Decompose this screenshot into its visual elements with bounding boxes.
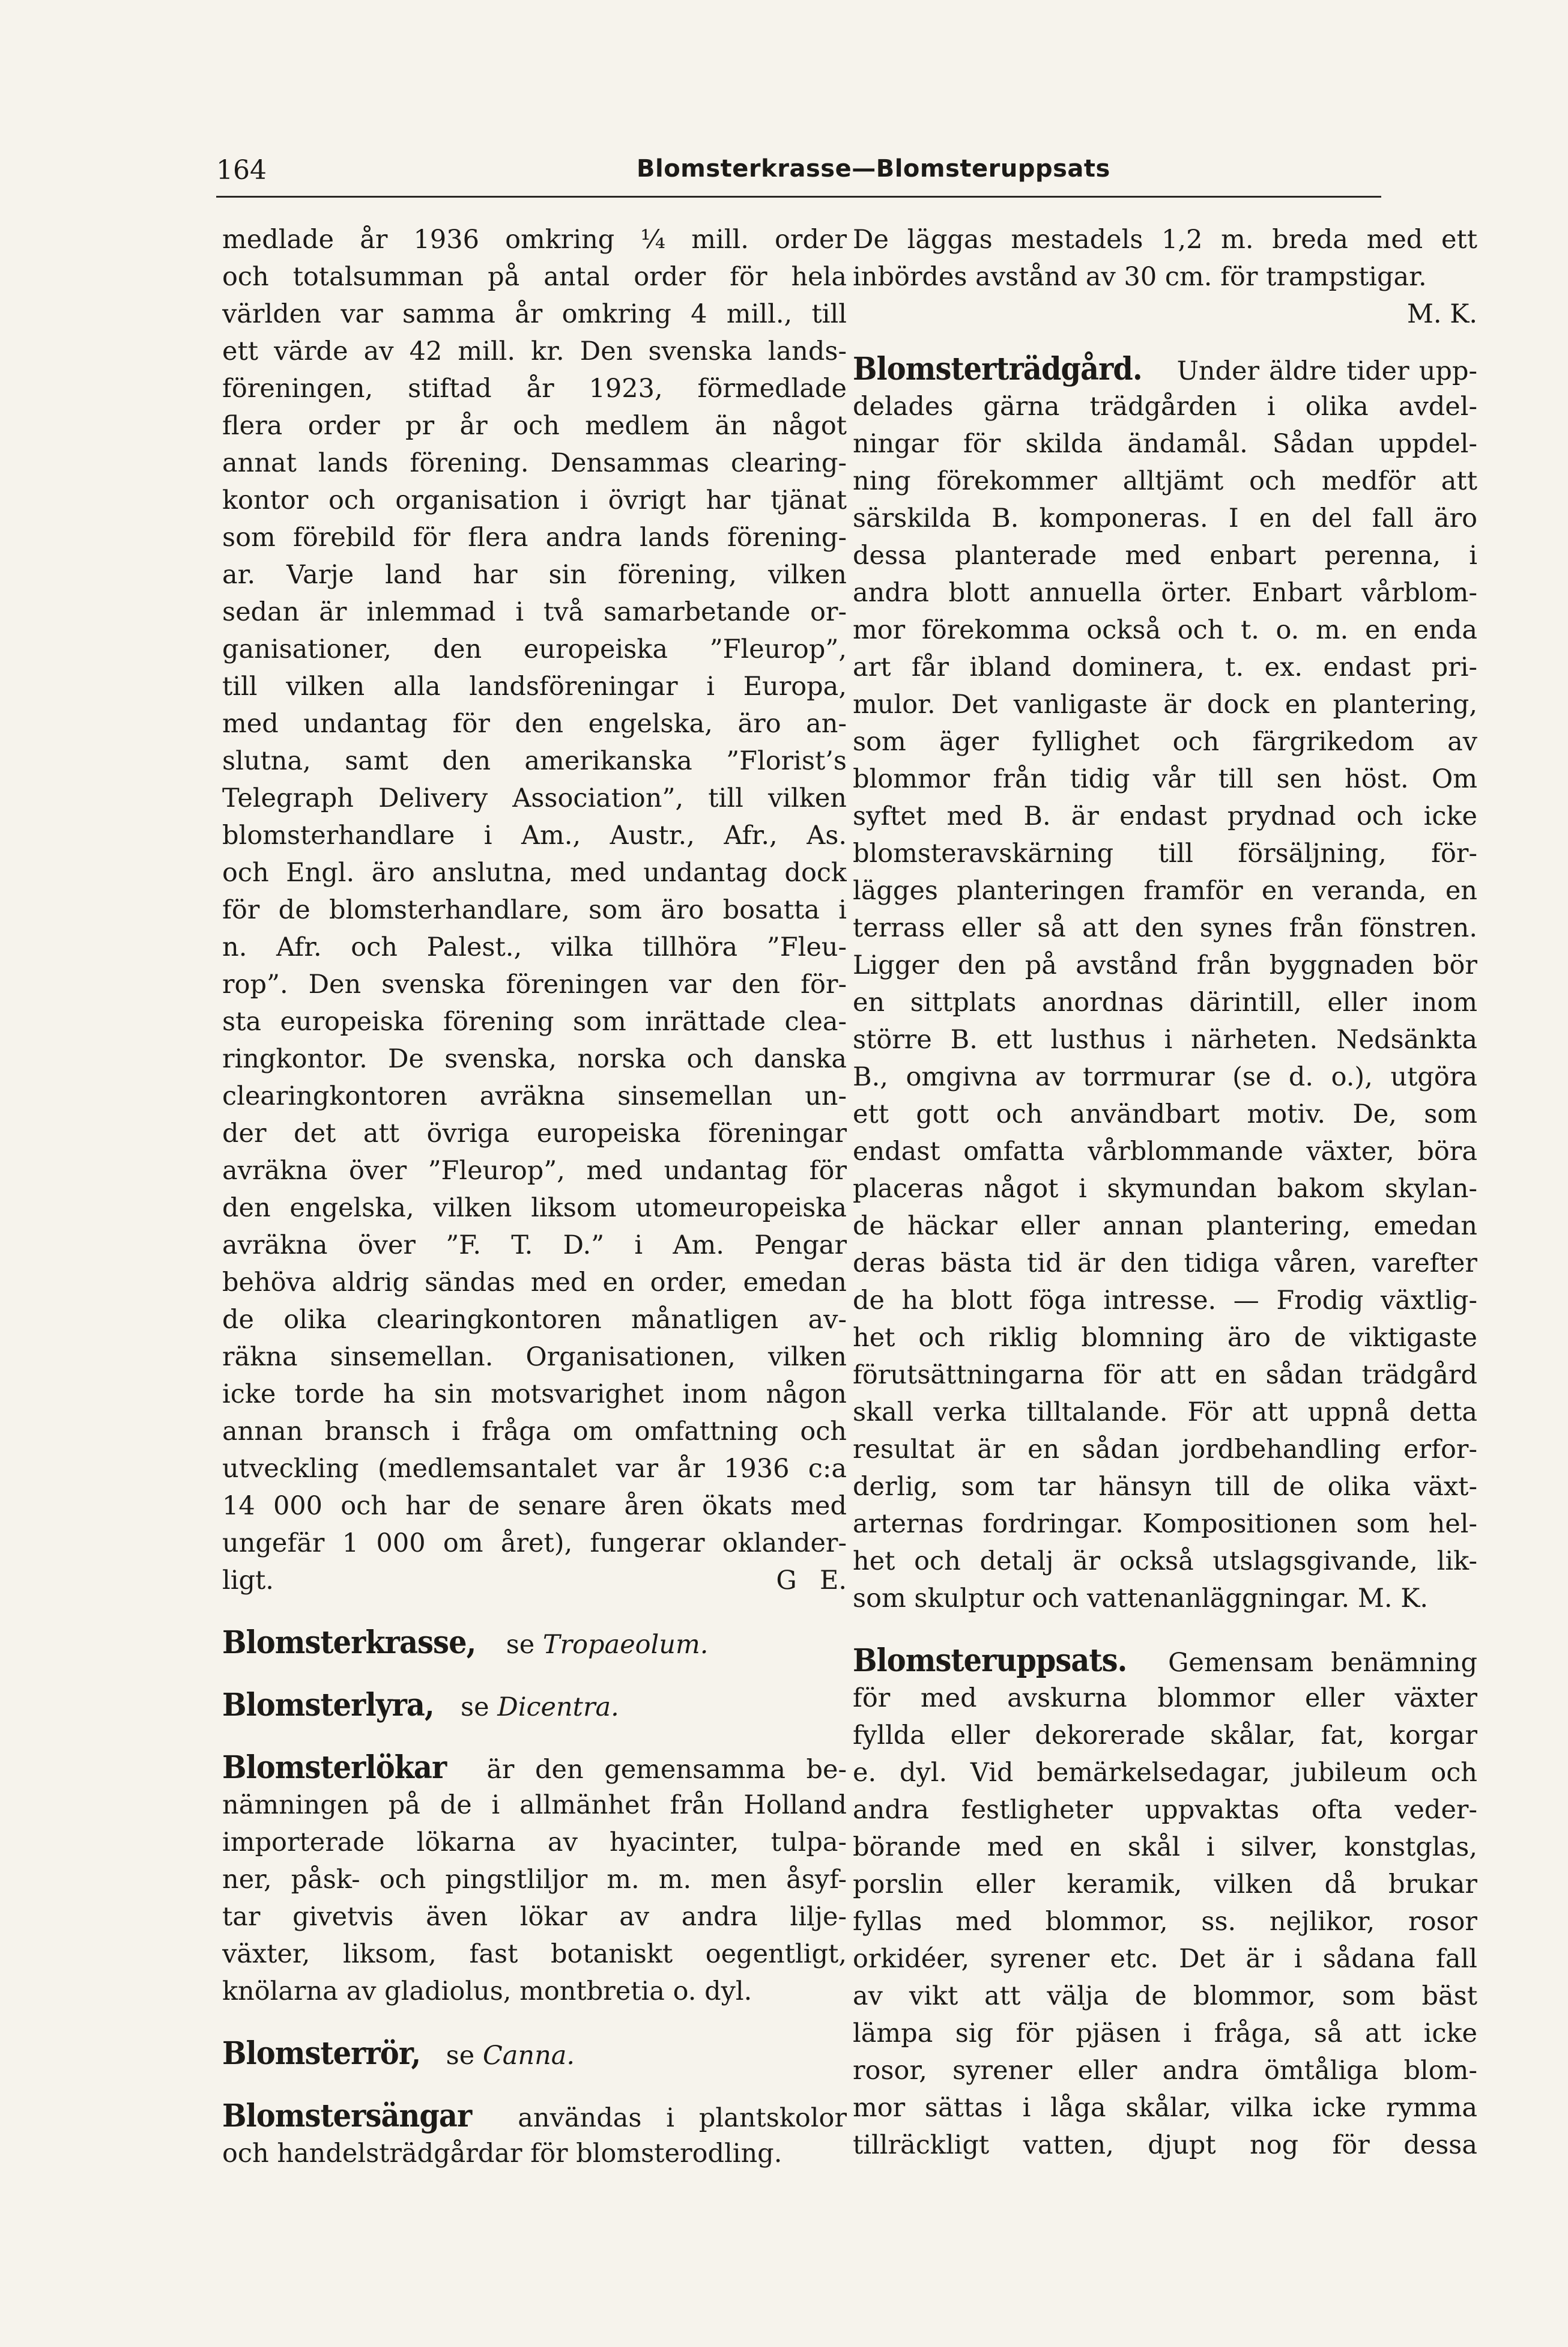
text-line: importerade lökarna av hyacinter, tulpa-: [222, 1827, 847, 1857]
text-line: de ha blott föga intresse. — Frodig växtlig-: [853, 1286, 1477, 1316]
entry-line: [222, 1624, 847, 1662]
text-line: ningar för skilda ändamål. Sådan uppdel-: [853, 429, 1477, 459]
text-line: förutsättningarna för att en sådan trädgård: [853, 1360, 1477, 1390]
text-line: medlade år 1936 omkring ¼ mill. order: [222, 225, 847, 255]
text-line: sedan är inlemmad i två samarbetande or-: [222, 597, 847, 627]
text-line: resultat är en sådan jordbehandling erfor-: [853, 1435, 1477, 1465]
text-line: som förebild för flera andra lands förening-: [222, 523, 847, 553]
entry-headword: Blomsterrör,: [222, 2035, 421, 2072]
continuation-last-line: [222, 1562, 847, 1599]
entry-text: Under äldre tider upp-: [1176, 356, 1477, 386]
text-line: avräkna över ”Fleurop”, med undantag för: [222, 1156, 847, 1186]
entry-blomsterkrasse: [222, 1624, 847, 1662]
text-line: Ligger den på avstånd från byggnaden bör: [853, 950, 1477, 980]
text-line: och Engl. äro anslutna, med undantag dock: [222, 858, 847, 888]
text-line: De läggas mestadels 1,2 m. breda med ett: [853, 225, 1477, 255]
text-line: mor förekomma också och t. o. m. en enda: [853, 615, 1477, 645]
text-line: fyllda eller dekorerade skålar, fat, korgar: [853, 1720, 1477, 1750]
text-line: föreningen, stiftad år 1923, förmedlade: [222, 374, 847, 404]
text-line: andra blott annuella örter. Enbart vårblom-: [853, 578, 1477, 608]
text-line: räkna sinsemellan. Organisationen, vilken: [222, 1342, 847, 1372]
text-line: behöva aldrig sändas med en order, emedan: [222, 1268, 847, 1298]
see-word: se: [461, 1692, 489, 1722]
text-line: de olika clearingkontoren månatligen av-: [222, 1305, 847, 1335]
entry-headword: Blomsterträdgård.: [853, 351, 1142, 387]
text-line: större B. ett lusthus i närheten. Nedsänkta: [853, 1025, 1477, 1055]
text-line: B., omgivna av torrmurar (se d. o.), utgöra: [853, 1062, 1477, 1092]
text-line: den engelska, vilken liksom utomeuropeiska: [222, 1193, 847, 1223]
page-number: 164: [216, 155, 267, 186]
text-line: mor sättas i låga skålar, vilka icke rymma: [853, 2093, 1477, 2123]
text-line: tillräckligt vatten, djupt nog för dessa: [853, 2130, 1477, 2160]
entry-text: är den gemensamma be-: [486, 1755, 847, 1785]
continuation-last-word: ligt.: [222, 1565, 274, 1596]
text-line: utveckling (medlemsantalet var år 1936 c:a: [222, 1454, 847, 1484]
text-line: orkidéer, syrener etc. Det är i sådana fall: [853, 1944, 1477, 1974]
text-line: ning förekommer alltjämt och medför att: [853, 466, 1477, 496]
text-line: arternas fordringar. Kompositionen som hel-: [853, 1509, 1477, 1539]
continuation-lines: [853, 221, 1477, 258]
cross-reference: Canna.: [482, 2041, 575, 2071]
header-rule: [216, 196, 1381, 198]
author-signature: G E.: [776, 1565, 847, 1596]
entry-headword: Blomsterlyra,: [222, 1687, 434, 1723]
text-line: het och riklig blomning äro de viktigaste: [853, 1323, 1477, 1353]
entry-continuation-right: [853, 221, 1477, 333]
text-line: för med avskurna blommor eller växter: [853, 1683, 1477, 1713]
text-line: andra festligheter uppvaktas ofta veder-: [853, 1795, 1477, 1825]
text-line: av vikt att välja de blommor, som bäst: [853, 1981, 1477, 2011]
entry-blomstersangar: [222, 2098, 847, 2172]
entry-first-line: [853, 1642, 1477, 1680]
entry-lines: [853, 388, 1477, 1580]
text-line: avräkna över ”F. T. D.” i Am. Pengar: [222, 1230, 847, 1260]
text-line: de häckar eller annan plantering, emedan: [853, 1211, 1477, 1241]
entry-lines: [222, 1787, 847, 1973]
text-line: börande med en skål i silver, konstglas,: [853, 1832, 1477, 1862]
text-line: flera order pr år och medlem än något: [222, 411, 847, 441]
text-line: tar givetvis även lökar av andra lilje-: [222, 1902, 847, 1932]
text-line: der det att övriga europeiska föreningar: [222, 1119, 847, 1149]
text-line: nämningen på de i allmänhet från Holland: [222, 1790, 847, 1820]
text-line: dessa planterade med enbart perenna, i: [853, 541, 1477, 571]
entry-last-line: som skulptur och vattenanläggningar. M. K.: [853, 1583, 1429, 1614]
left-column: [222, 221, 847, 2197]
text-line: ett gott och användbart motiv. De, som: [853, 1099, 1477, 1129]
text-line: lägges planteringen framför en veranda, en: [853, 876, 1477, 906]
entry-blomsterror: [222, 2035, 847, 2072]
entry-text: Gemensam benämning: [1168, 1648, 1477, 1678]
text-line: till vilken alla landsföreningar i Europa,: [222, 672, 847, 702]
text-line: kontor och organisation i övrigt har tjänat: [222, 485, 847, 515]
text-line: ringkontor. De svenska, norska och danska: [222, 1044, 847, 1074]
entry-line: [222, 1687, 847, 1724]
text-line: art får ibland dominera, t. ex. endast pri-: [853, 652, 1477, 682]
entry-blomsterlyra: [222, 1687, 847, 1724]
text-line: e. dyl. Vid bemärkelsedagar, jubileum och: [853, 1758, 1477, 1788]
entry-headword: Blomstersängar: [222, 2098, 472, 2134]
text-line: deras bästa tid är den tidiga våren, varefter: [853, 1248, 1477, 1278]
text-line: clearingkontoren avräkna sinsemellan un-: [222, 1081, 847, 1111]
entry-headword: Blomsterkrasse,: [222, 1624, 476, 1661]
entry-blomsterlokar: [222, 1749, 847, 2010]
text-line: skall verka tilltalande. För att uppnå detta: [853, 1397, 1477, 1427]
text-line: sta europeiska förening som inrättade clea-: [222, 1007, 847, 1037]
cross-reference: Tropaeolum.: [542, 1630, 709, 1660]
text-line: annat lands förening. Densammas clearing-: [222, 448, 847, 478]
author-signature: M. K.: [1406, 299, 1477, 329]
text-line: med undantag för den engelska, äro an-: [222, 709, 847, 739]
text-line: rop”. Den svenska föreningen var den för-: [222, 970, 847, 1000]
text-line: växter, liksom, fast botaniskt oegentligt,: [222, 1939, 847, 1969]
text-line: blomsteravskärning till försäljning, för-: [853, 839, 1477, 869]
see-word: se: [446, 2041, 475, 2071]
continuation-lines: [222, 221, 847, 1562]
entry-first-line: [222, 1749, 847, 1787]
cross-reference: Dicentra.: [497, 1692, 619, 1722]
text-line: ner, påsk- och pingstliljor m. m. men åsyf-: [222, 1865, 847, 1895]
text-line: och totalsumman på antal order för hela: [222, 262, 847, 292]
text-line: terrass eller så att den synes från fönstren.: [853, 913, 1477, 943]
text-line: delades gärna trädgården i olika avdel-: [853, 392, 1477, 422]
text-line: rosor, syrener eller andra ömtåliga blom-: [853, 2056, 1477, 2086]
text-line: som äger fyllighet och färgrikedom av: [853, 727, 1477, 757]
entry-continuation: [222, 221, 847, 1599]
text-line: blomsterhandlare i Am., Austr., Afr., As.: [222, 821, 847, 851]
text-line: blommor från tidig vår till sen höst. Om: [853, 764, 1477, 794]
entry-first-line: [222, 2098, 847, 2135]
text-line: porslin eller keramik, vilken då brukar: [853, 1869, 1477, 1899]
entry-last-line: knölarna av gladiolus, montbretia o. dyl.: [222, 1976, 752, 2006]
text-line: särskilda B. komponeras. I en del fall äro: [853, 503, 1477, 533]
right-column: [853, 221, 1477, 2189]
entry-headword: Blomsteruppsats.: [853, 1642, 1127, 1679]
text-line: ganisationer, den europeiska ”Fleurop”,: [222, 634, 847, 664]
entry-headword: Blomsterlökar: [222, 1749, 447, 1786]
entry-text: användas i plantskolor: [518, 2103, 847, 2133]
running-title: Blomsterkrasse—Blomsteruppsats: [637, 155, 1110, 183]
text-line: världen var samma år omkring 4 mill., till: [222, 299, 847, 329]
see-word: se: [506, 1630, 535, 1660]
text-line: ett värde av 42 mill. kr. Den svenska lands-: [222, 336, 847, 366]
text-line: het och detalj är också utslagsgivande, lik-: [853, 1546, 1477, 1576]
entry-last-line: och handelsträdgårdar för blomsterodling.: [222, 2139, 782, 2169]
text-line: n. Afr. och Palest., vilka tillhöra ”Fleu-: [222, 932, 847, 962]
text-line: annan bransch i fråga om omfattning och: [222, 1416, 847, 1447]
text-line: ungefär 1 000 om året), fungerar oklander-: [222, 1528, 847, 1558]
text-line: lämpa sig för pjäsen i fråga, så att icke: [853, 2018, 1477, 2048]
entry-blomstertradgard: [853, 351, 1477, 1617]
text-line: slutna, samt den amerikanska ”Florist’s: [222, 746, 847, 776]
text-line: endast omfatta vårblommande växter, böra: [853, 1137, 1477, 1167]
text-line: ar. Varje land har sin förening, vilken: [222, 560, 847, 590]
entry-first-line: [853, 351, 1477, 388]
text-line: fyllas med blommor, ss. nejlikor, rosor: [853, 1907, 1477, 1937]
page-header: [216, 150, 1381, 198]
text-line: syftet med B. är endast prydnad och icke: [853, 801, 1477, 831]
text-line: en sittplats anordnas därintill, eller inom: [853, 988, 1477, 1018]
text-line: derlig, som tar hänsyn till de olika växt-: [853, 1472, 1477, 1502]
text-line: Telegraph Delivery Association”, till vilken: [222, 783, 847, 813]
continuation-last-line: inbördes avstånd av 30 cm. för trampstigar.: [853, 262, 1427, 292]
entry-blomsteruppsats: [853, 1642, 1477, 2164]
text-line: för de blomsterhandlare, som äro bosatta i: [222, 895, 847, 925]
text-line: mulor. Det vanligaste är dock en plantering,: [853, 690, 1477, 720]
text-line: placeras något i skymundan bakom skylan-: [853, 1174, 1477, 1204]
entry-line: [222, 2035, 847, 2072]
text-line: icke torde ha sin motsvarighet inom någon: [222, 1379, 847, 1409]
entry-lines: [853, 1680, 1477, 2164]
text-line: 14 000 och har de senare åren ökats med: [222, 1491, 847, 1521]
